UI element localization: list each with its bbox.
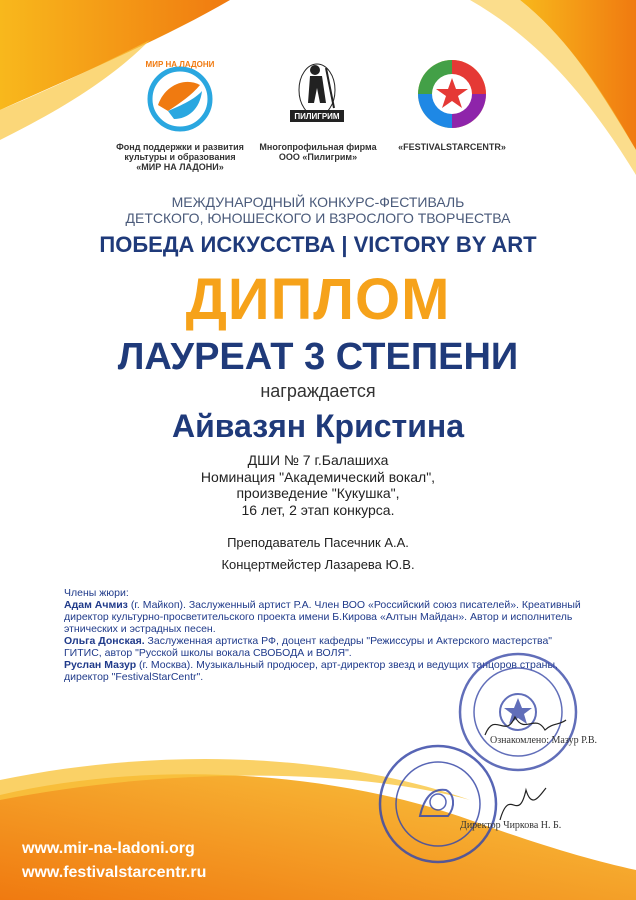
- detail-line: Номинация "Академический вокал",: [200, 468, 436, 485]
- jury-member-text: (г. Майкоп). Заслуженный артист Р.А. Член ВОО «Российский союз писателей». Креативный директор культурно-просветительского проекта имени Б.Кирова «Алтын Майдан». Автор и исполнитель этнических и эстрадных песен.: [64, 599, 581, 635]
- fsc-caption: «FESTIVALSTARCENTR»: [398, 142, 506, 152]
- footer-url-2[interactable]: www.festivalstarcentr.ru: [22, 864, 207, 881]
- jury-member-text: (г. Москва). Музыкальный продюсер, арт-директор звезд и ведущих танцоров страны, директор "FestivalStarCentr".: [64, 659, 558, 683]
- signature-caption-chirkova: Директор Чиркова Н. Б.: [460, 820, 562, 831]
- footer-url-1[interactable]: www.mir-na-ladoni.org: [22, 840, 195, 857]
- recipient-name: Айвазян Кристина: [171, 408, 465, 444]
- stamp-mir-na-ladoni: [376, 742, 500, 866]
- svg-text:МИР НА ЛАДОНИ: МИР НА ЛАДОНИ: [145, 60, 215, 69]
- signature-caption-mazur: Ознакомлено: Мазур Р.В.: [490, 735, 598, 746]
- festivalstarcentr-logo: [412, 52, 492, 132]
- awarded-label: награждается: [260, 381, 376, 401]
- svg-text:ПИЛИГРИМ: ПИЛИГРИМ: [294, 112, 340, 121]
- detail-line: произведение "Кукушка",: [236, 485, 400, 501]
- mir-caption: Фонд поддержки и развития культуры и образования «МИР НА ЛАДОНИ»: [116, 142, 244, 172]
- recipient-details: [0, 452, 636, 518]
- diploma-title: ДИПЛОМ: [185, 267, 451, 332]
- piligrim-logo: [282, 58, 352, 133]
- laureate-degree: ЛАУРЕАТ 3 СТЕПЕНИ: [117, 336, 519, 378]
- accompanist: Концертмейстер Лазарева Ю.В.: [221, 557, 415, 572]
- jury-member-name: Руслан Мазур: [64, 659, 137, 671]
- jury-heading: Члены жюри:: [64, 587, 129, 599]
- festival-title: ПОБЕДА ИСКУССТВА | VICTORY BY ART: [99, 232, 537, 257]
- header-line1: МЕЖДУНАРОДНЫЙ КОНКУРС-ФЕСТИВАЛЬ: [171, 194, 465, 210]
- piligrim-caption: Многопрофильная фирма ООО «Пилигрим»: [259, 142, 377, 162]
- jury-member-name: Ольга Донская.: [64, 635, 145, 647]
- detail-line: 16 лет, 2 этап конкурса.: [241, 501, 395, 518]
- jury-member: [64, 599, 584, 635]
- signature-chirkova: [490, 780, 550, 825]
- detail-line: ДШИ № 7 г.Балашиха: [247, 452, 389, 468]
- teacher: Преподаватель Пасечник А.А.: [227, 535, 409, 550]
- header-line2: ДЕТСКОГО, ЮНОШЕСКОГО И ВЗРОСЛОГО ТВОРЧЕСТВА: [125, 210, 511, 226]
- mir-na-ladoni-logo: [140, 55, 220, 135]
- jury-member-text: Заслуженная артистка РФ, доцент кафедры "Режиссуры и Актерского мастерства" ГИТИС, автор "Русской школы вокала СВОБОДА и ВОЛЯ".: [64, 635, 553, 659]
- jury-member-name: Адам Ачмиз: [64, 599, 128, 611]
